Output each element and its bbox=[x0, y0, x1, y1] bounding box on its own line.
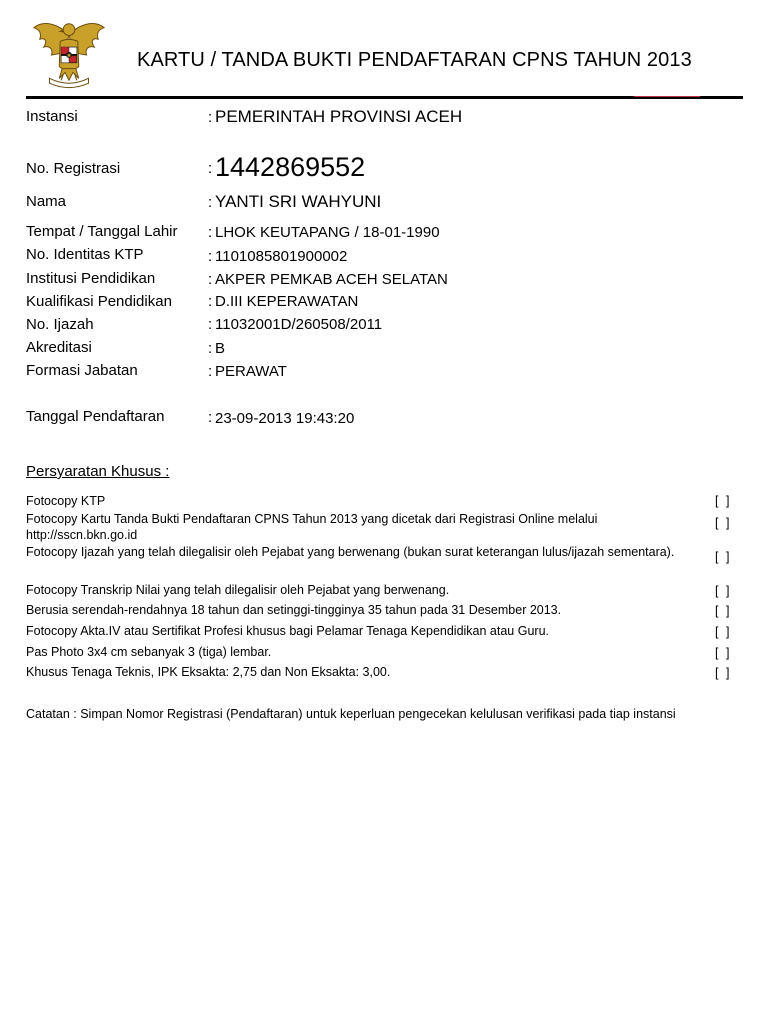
document-title: KARTU / TANDA BUKTI PENDAFTARAN CPNS TAHUN 2013 bbox=[137, 49, 692, 71]
field-value: LHOK KEUTAPANG / 18-01-1990 bbox=[215, 224, 440, 241]
requirement-item: Fotocopy Akta.IV atau Sertifikat Profesi khusus bagi Pelamar Tenaga Kependidikan atau Guru. bbox=[26, 624, 549, 638]
requirement-item: Fotocopy KTP bbox=[26, 494, 106, 508]
requirement-checkbox[interactable]: [ ] bbox=[715, 604, 730, 618]
field-colon: : bbox=[208, 160, 213, 177]
field-value: AKPER PEMKAB ACEH SELATAN bbox=[215, 271, 448, 288]
field-label: Instansi bbox=[26, 108, 78, 125]
requirement-checkbox[interactable]: [ ] bbox=[715, 584, 730, 598]
field-label: Tempat / Tanggal Lahir bbox=[26, 223, 178, 240]
field-value: 11032001D/260508/2011 bbox=[215, 316, 383, 333]
fine-print-mark bbox=[634, 96, 700, 99]
requirement-checkbox[interactable]: [ ] bbox=[715, 550, 730, 564]
field-value: 23-09-2013 19:43:20 bbox=[215, 410, 355, 427]
field-label: Kualifikasi Pendidikan bbox=[26, 293, 172, 310]
requirement-checkbox[interactable]: [ ] bbox=[715, 646, 730, 660]
field-value: 1101085801900002 bbox=[215, 248, 348, 265]
requirement-item: Berusia serendah-rendahnya 18 tahun dan setinggi-tingginya 35 tahun pada 31 Desember 2013. bbox=[26, 603, 562, 617]
field-label: Akreditasi bbox=[26, 339, 92, 356]
field-label: Institusi Pendidikan bbox=[26, 270, 156, 287]
requirement-checkbox[interactable]: [ ] bbox=[715, 516, 730, 530]
field-colon: : bbox=[208, 340, 213, 357]
requirement-item: Fotocopy Kartu Tanda Bukti Pendaftaran CPNS Tahun 2013 yang dicetak dari Registrasi Online melalui bbox=[26, 512, 598, 526]
requirement-checkbox[interactable]: [ ] bbox=[715, 625, 730, 639]
field-label: No. Identitas KTP bbox=[26, 246, 144, 263]
requirement-item: Pas Photo 3x4 cm sebanyak 3 (tiga) lembar. bbox=[26, 645, 272, 659]
field-colon: : bbox=[208, 224, 213, 241]
field-value: B bbox=[215, 340, 226, 357]
registration-number: 1442869552 bbox=[215, 152, 366, 182]
field-value: YANTI SRI WAHYUNI bbox=[215, 192, 382, 211]
requirement-item-continued: http://sscn.bkn.go.id bbox=[26, 528, 138, 542]
field-value: PEMERINTAH PROVINSI ACEH bbox=[215, 107, 463, 126]
garuda-emblem-icon bbox=[30, 14, 108, 92]
requirements-title: Persyaratan Khusus : bbox=[26, 463, 170, 480]
requirement-checkbox[interactable]: [ ] bbox=[715, 666, 730, 680]
requirement-checkbox[interactable]: [ ] bbox=[715, 494, 730, 508]
field-colon: : bbox=[208, 363, 213, 380]
field-colon: : bbox=[208, 248, 213, 265]
field-colon: : bbox=[208, 194, 213, 211]
requirement-item: Fotocopy Transkrip Nilai yang telah dilegalisir oleh Pejabat yang berwenang. bbox=[26, 583, 450, 597]
requirement-item: Khusus Tenaga Teknis, IPK Eksakta: 2,75 dan Non Eksakta: 3,00. bbox=[26, 665, 391, 679]
field-value: PERAWAT bbox=[215, 363, 287, 380]
field-label: No. Ijazah bbox=[26, 316, 94, 333]
field-colon: : bbox=[208, 316, 213, 333]
field-colon: : bbox=[208, 271, 213, 288]
field-label: No. Registrasi bbox=[26, 160, 121, 177]
field-value: D.III KEPERAWATAN bbox=[215, 293, 359, 310]
note-text: Catatan : Simpan Nomor Registrasi (Pendaftaran) untuk keperluan pengecekan kelulusan verifikasi pada tiap instansi bbox=[26, 707, 676, 721]
field-colon: : bbox=[208, 409, 213, 426]
field-label: Formasi Jabatan bbox=[26, 362, 138, 379]
field-colon: : bbox=[208, 293, 213, 310]
field-colon: : bbox=[208, 109, 213, 126]
field-label: Tanggal Pendaftaran bbox=[26, 408, 165, 425]
field-label: Nama bbox=[26, 193, 67, 210]
requirement-item: Fotocopy Ijazah yang telah dilegalisir oleh Pejabat yang berwenang (bukan surat keterangan lulus/ijazah sementara). bbox=[26, 545, 675, 559]
